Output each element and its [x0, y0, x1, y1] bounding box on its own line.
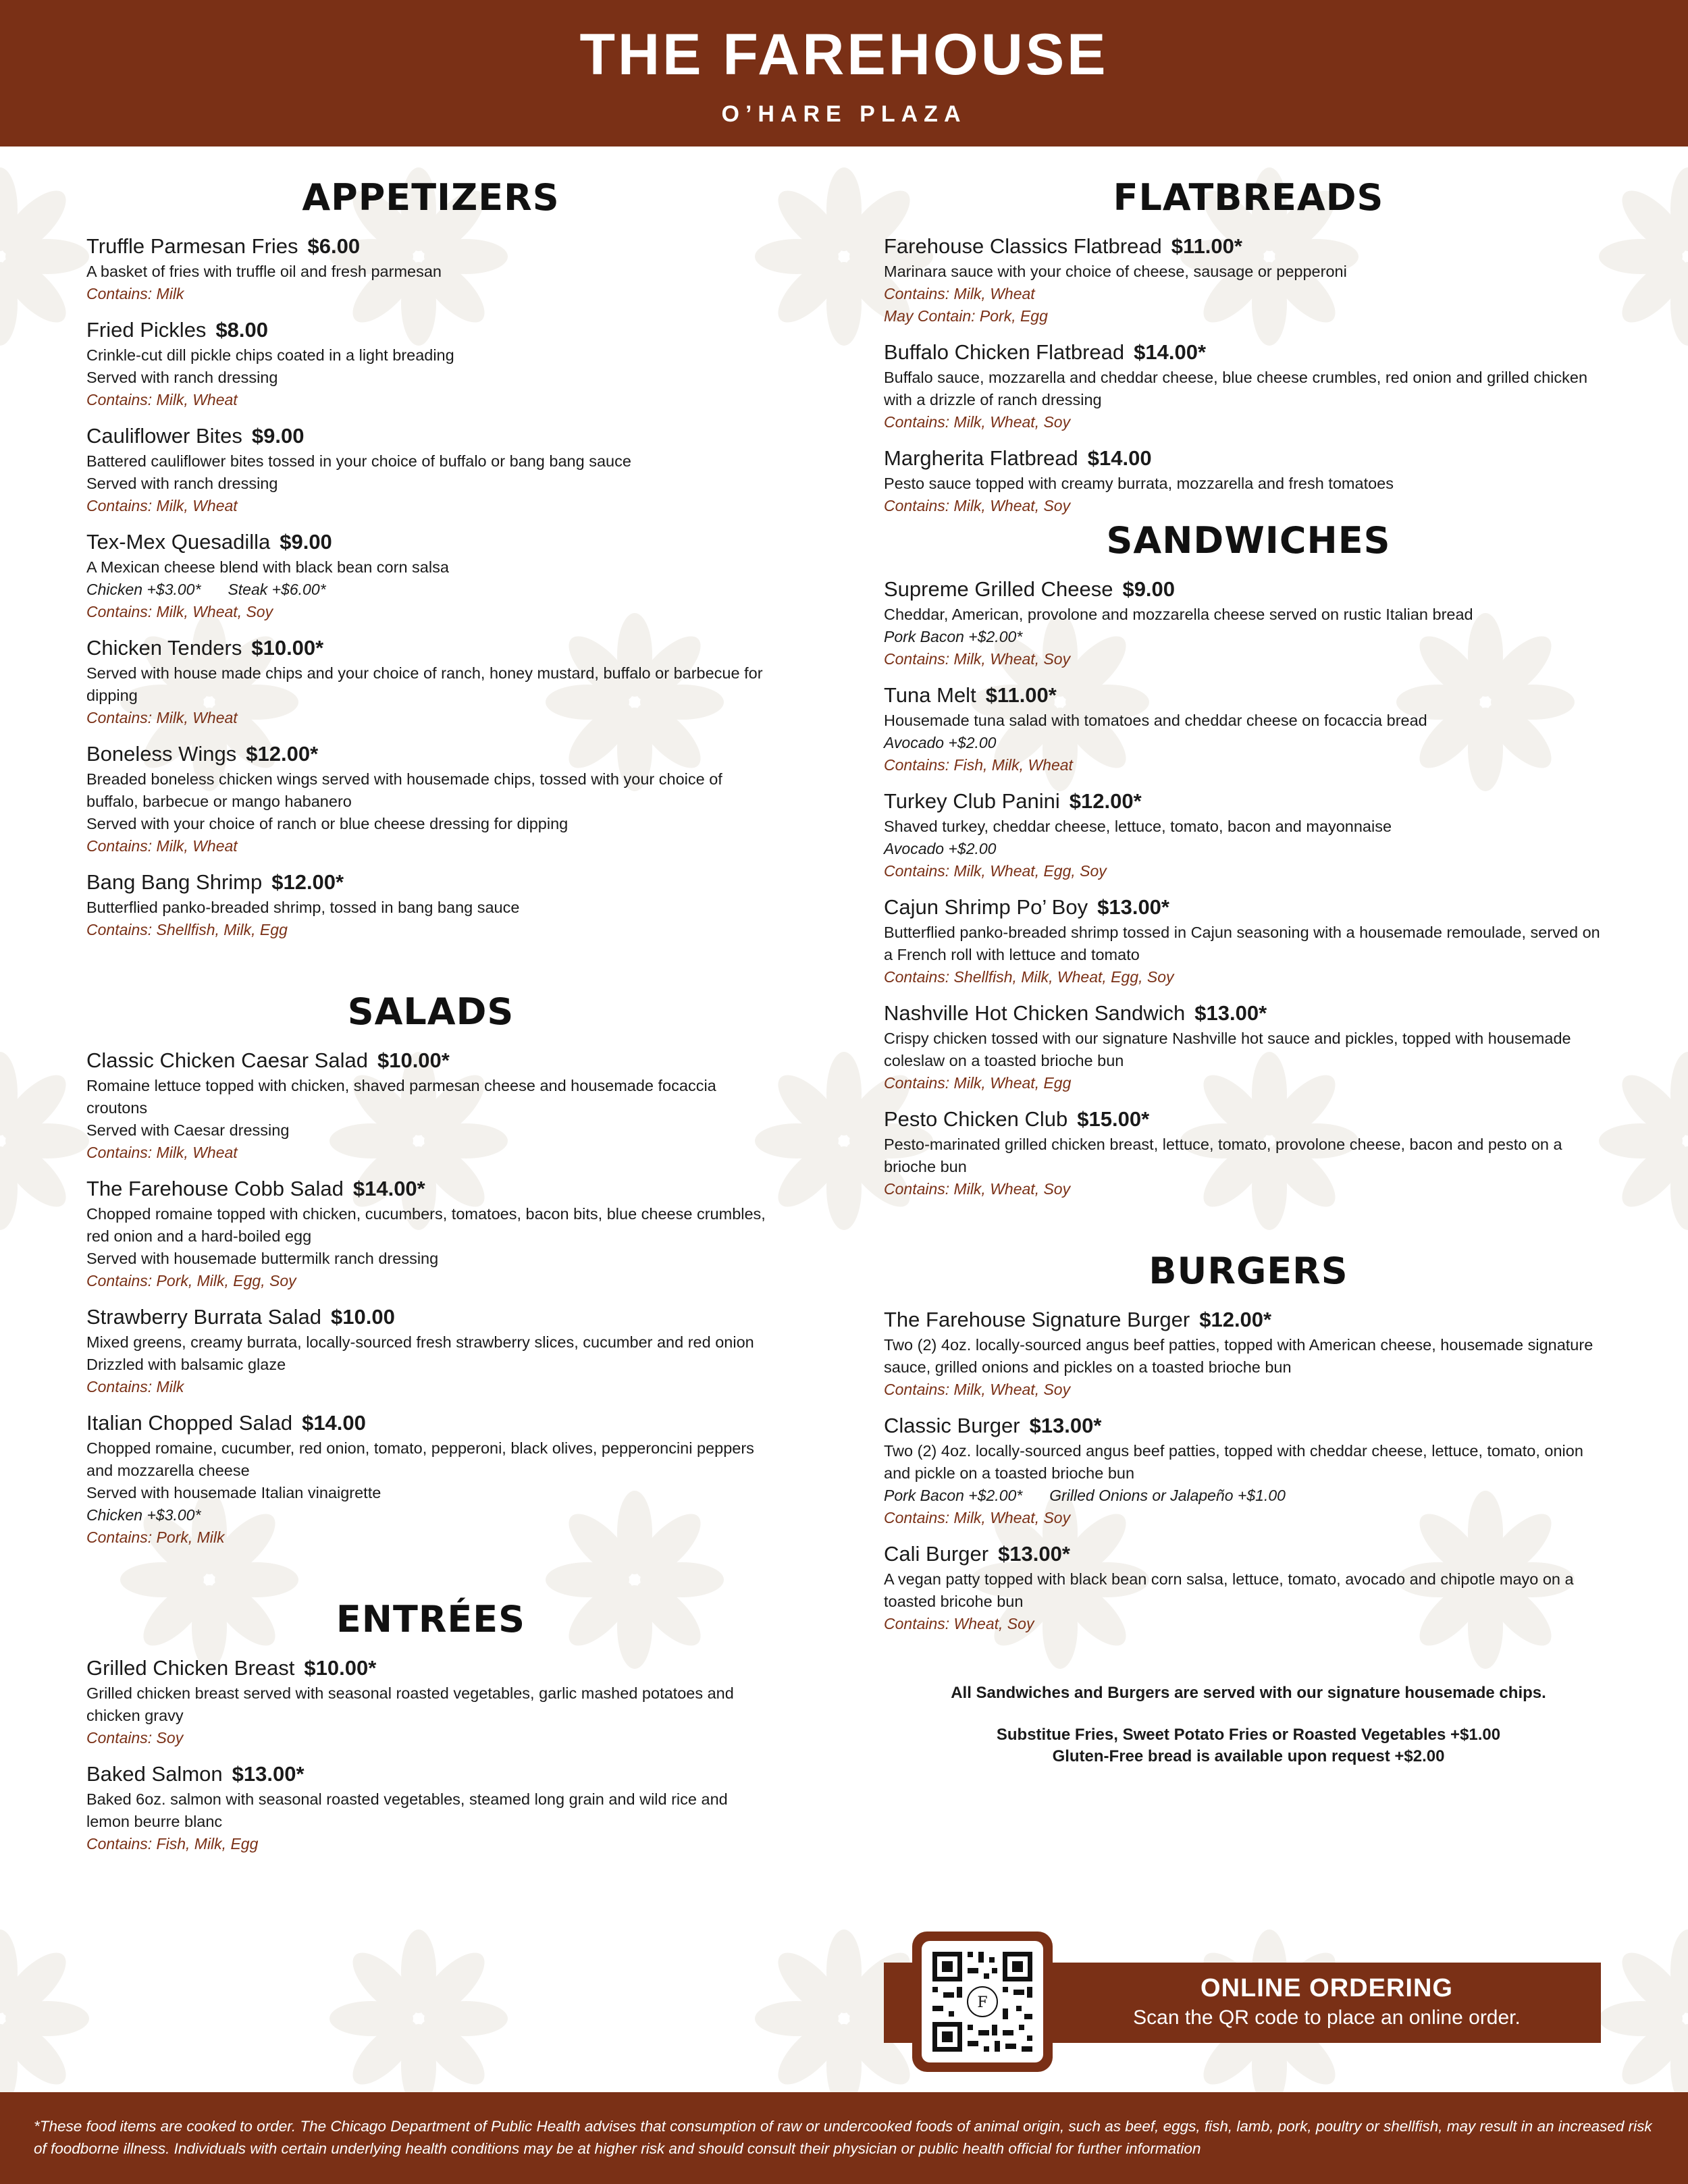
menu-item-description: Breaded boneless chicken wings served with housemade chips, tossed with your choice of buffalo, barbecue or mango habanero	[86, 770, 722, 810]
section-title-flatbreads: FLATBREADS	[1113, 176, 1384, 219]
menu-item-description: Served with housemade buttermilk ranch dressing	[86, 1250, 439, 1267]
menu-item-header	[86, 422, 775, 450]
menu-item-price: $9.00	[1122, 577, 1176, 601]
menu-item	[86, 1046, 775, 1164]
menu-item-name: Fried Pickles	[86, 318, 207, 342]
entrees-section	[86, 1596, 775, 1855]
menu-item-price: $10.00	[331, 1305, 395, 1329]
menu-item-name: Farehouse Classics Flatbread	[884, 234, 1162, 258]
allergen-info: Contains: Shellfish, Milk, Egg	[86, 921, 288, 938]
menu-item-price: $10.00*	[377, 1048, 450, 1072]
menu-item-addons	[86, 1504, 775, 1526]
menu-item-name: Cauliflower Bites	[86, 424, 242, 448]
menu-item	[86, 316, 775, 411]
allergen-info: Contains: Milk	[86, 1378, 184, 1395]
allergen-info: Contains: Shellfish, Milk, Wheat, Egg, Soy	[884, 968, 1174, 986]
menu-item	[884, 338, 1613, 433]
addon-option: Pork Bacon +$2.00*	[884, 1487, 1023, 1504]
menu-item	[884, 575, 1613, 670]
menu-item-header	[884, 1105, 1613, 1134]
menu-item-header	[884, 1412, 1613, 1440]
menu-item-name: Italian Chopped Salad	[86, 1411, 293, 1435]
section-title-entrees: ENTRÉES	[336, 1598, 526, 1641]
online-ordering-title: ONLINE ORDERING	[1201, 1974, 1453, 2002]
menu-item-description: Pesto sauce topped with creamy burrata, mozzarella and fresh tomatoes	[884, 475, 1394, 492]
menu-item-header	[86, 316, 775, 344]
menu-item-price: $13.00*	[232, 1762, 305, 1786]
menu-item-description: Shaved turkey, cheddar cheese, lettuce, tomato, bacon and mayonnaise	[884, 818, 1392, 835]
menu-item-price: $13.00*	[1097, 895, 1169, 919]
menu-item-price: $9.00	[280, 530, 332, 554]
allergen-info: Contains: Milk, Wheat, Soy	[86, 603, 273, 620]
allergen-info: Contains: Soy	[86, 1729, 184, 1747]
allergen-info: Contains: Milk, Wheat, Soy	[884, 650, 1071, 668]
menu-item-header	[884, 1306, 1613, 1334]
menu-item-description: Grilled chicken breast served with seasonal roasted vegetables, garlic mashed potatoes and chicken gravy	[86, 1684, 734, 1724]
sides-notes	[884, 1682, 1613, 1767]
menu-item-header	[86, 1175, 775, 1203]
menu-item-description: Battered cauliflower bites tossed in your choice of buffalo or bang bang sauce	[86, 452, 631, 470]
menu-item-header	[86, 1303, 775, 1331]
menu-item-name: Nashville Hot Chicken Sandwich	[884, 1001, 1186, 1025]
menu-item-price: $12.00*	[246, 742, 319, 766]
allergen-info: Contains: Milk, Wheat, Soy	[884, 1509, 1071, 1526]
substitute-note: Substitue Fries, Sweet Potato Fries or Roasted Vegetables +$1.00	[996, 1726, 1501, 1744]
menu-item-description: A vegan patty topped with black bean corn salsa, lettuce, tomato, avocado and chipotle mayo on a toasted bricohe bun	[884, 1570, 1574, 1610]
menu-item-header	[884, 681, 1613, 710]
menu-item-description: Cheddar, American, provolone and mozzarella cheese served on rustic Italian bread	[884, 606, 1473, 623]
sandwiches-section	[884, 517, 1613, 1200]
allergen-info: May Contain: Pork, Egg	[884, 307, 1048, 325]
menu-item-header	[884, 444, 1613, 473]
menu-item-price: $14.00*	[1134, 340, 1207, 364]
addon-option: Grilled Onions or Jalapeño +$1.00	[1049, 1487, 1286, 1504]
menu-item-name: Tex-Mex Quesadilla	[86, 530, 271, 554]
menu-item-addons	[884, 838, 1613, 860]
gluten-free-note: Gluten-Free bread is available upon request +$2.00	[1052, 1747, 1445, 1765]
menu-item-name: Pesto Chicken Club	[884, 1107, 1068, 1131]
menu-item-description: Crinkle-cut dill pickle chips coated in a light breading	[86, 346, 454, 364]
menu-item-description: Romaine lettuce topped with chicken, shaved parmesan cheese and housemade focaccia croutons	[86, 1077, 716, 1117]
menu-item-addons	[884, 1485, 1613, 1507]
menu-item	[884, 232, 1613, 327]
addon-option: Pork Bacon +$2.00*	[884, 628, 1023, 645]
section-title-appetizers: APPETIZERS	[302, 176, 560, 219]
allergen-info: Contains: Fish, Milk, Egg	[86, 1835, 259, 1853]
allergen-info: Contains: Milk, Wheat	[86, 1144, 238, 1161]
menu-item-name: Cajun Shrimp Po’ Boy	[884, 895, 1088, 919]
location-name: O’HARE PLAZA	[721, 101, 967, 127]
addon-option: Avocado +$2.00	[884, 734, 997, 751]
menu-item	[884, 1412, 1613, 1529]
svg-text:F: F	[977, 1994, 988, 2011]
menu-item	[884, 999, 1613, 1094]
menu-item	[86, 1409, 775, 1549]
menu-item	[884, 1105, 1613, 1200]
menu-item-name: Truffle Parmesan Fries	[86, 234, 298, 258]
menu-item-description: A Mexican cheese blend with black bean corn salsa	[86, 558, 449, 576]
menu-item-price: $15.00*	[1077, 1107, 1150, 1131]
menu-item-description: Served with ranch dressing	[86, 475, 278, 492]
menu-item-header	[884, 999, 1613, 1028]
menu-item-addons	[884, 732, 1613, 754]
menu-item-price: $12.00*	[1069, 789, 1142, 813]
menu-item-description: Housemade tuna salad with tomatoes and cheddar cheese on focaccia bread	[884, 712, 1427, 729]
menu-item	[86, 1654, 775, 1749]
allergen-info: Contains: Pork, Milk, Egg, Soy	[86, 1272, 296, 1289]
section-title-salads: SALADS	[347, 990, 515, 1033]
addon-option: Chicken +$3.00*	[86, 1506, 201, 1524]
menu-item-header	[884, 787, 1613, 816]
menu-item-price: $13.00*	[1029, 1414, 1102, 1437]
menu-item-price: $14.00	[302, 1411, 366, 1435]
allergen-info: Contains: Milk, Wheat	[884, 285, 1035, 302]
menu-item-name: The Farehouse Cobb Salad	[86, 1177, 344, 1200]
brand-logo: THE FAREHOUSE	[579, 22, 1109, 87]
menu-item	[884, 1540, 1613, 1635]
menu-item-name: Bang Bang Shrimp	[86, 870, 263, 894]
menu-item-name: Supreme Grilled Cheese	[884, 577, 1113, 601]
salads-section	[86, 988, 775, 1549]
menu-item-description: Two (2) 4oz. locally-sourced angus beef patties, topped with cheddar cheese, lettuce, tomato, onion and pickle on a toasted brioche bun	[884, 1442, 1583, 1482]
menu-item-name: Tuna Melt	[884, 683, 976, 707]
menu-item-price: $12.00*	[271, 870, 344, 894]
menu-item	[86, 422, 775, 517]
menu-item-price: $6.00	[307, 234, 361, 258]
allergen-info: Contains: Milk, Wheat, Soy	[884, 1381, 1071, 1398]
menu-item-description: Served with Caesar dressing	[86, 1121, 290, 1139]
menu-item-description: Served with house made chips and your choice of ranch, honey mustard, buffalo or barbecue for dipping	[86, 664, 763, 704]
allergen-info: Contains: Pork, Milk	[86, 1528, 225, 1546]
appetizers-section	[86, 174, 775, 941]
menu-item-description: Butterflied panko-breaded shrimp, tossed in bang bang sauce	[86, 899, 520, 916]
menu-item-price: $11.00*	[985, 683, 1057, 707]
allergen-info: Contains: Milk, Wheat, Egg	[884, 1074, 1072, 1092]
chips-note: All Sandwiches and Burgers are served with our signature housemade chips.	[951, 1684, 1546, 1702]
menu-header	[0, 0, 1688, 147]
allergen-info: Contains: Milk, Wheat, Soy	[884, 497, 1071, 514]
allergen-info: Contains: Milk	[86, 285, 184, 302]
menu-item-header	[884, 338, 1613, 367]
menu-item-description: Served with housemade Italian vinaigrette	[86, 1484, 381, 1501]
qr-code-icon[interactable]	[922, 1941, 1043, 2062]
online-ordering-subtitle: Scan the QR code to place an online order.	[1133, 2006, 1521, 2029]
menu-item-price: $14.00*	[352, 1177, 425, 1200]
menu-item-name: Strawberry Burrata Salad	[86, 1305, 322, 1329]
right-column	[884, 174, 1613, 1767]
menu-item-header	[86, 740, 775, 768]
allergen-info: Contains: Wheat, Soy	[884, 1615, 1034, 1632]
menu-item-description: Marinara sauce with your choice of cheese, sausage or pepperoni	[884, 263, 1347, 280]
menu-item-name: The Farehouse Signature Burger	[884, 1308, 1190, 1331]
menu-item-price: $10.00*	[251, 636, 324, 660]
allergen-info: Contains: Fish, Milk, Wheat	[884, 756, 1073, 774]
menu-item-name: Classic Chicken Caesar Salad	[86, 1048, 368, 1072]
section-title-burgers: BURGERS	[1149, 1250, 1348, 1292]
menu-item	[884, 444, 1613, 517]
menu-item-description: Served with your choice of ranch or blue cheese dressing for dipping	[86, 815, 569, 832]
menu-item-description: Chopped romaine topped with chicken, cucumbers, tomatoes, bacon bits, blue cheese crumbles, red onion and a hard-boiled egg	[86, 1205, 766, 1245]
allergen-info: Contains: Milk, Wheat	[86, 391, 238, 408]
menu-item-name: Boneless Wings	[86, 742, 237, 766]
menu-item-price: $13.00*	[1194, 1001, 1267, 1025]
menu-item	[884, 787, 1613, 882]
menu-item-description: Chopped romaine, cucumber, red onion, tomato, pepperoni, black olives, pepperoncini peppers and mozzarella cheese	[86, 1439, 754, 1479]
menu-item-name: Turkey Club Panini	[884, 789, 1060, 813]
menu-item-header	[884, 1540, 1613, 1568]
flatbreads-section	[884, 174, 1613, 517]
menu-item-description: Served with ranch dressing	[86, 369, 278, 386]
menu-item-price: $14.00	[1087, 446, 1152, 470]
menu-item	[86, 740, 775, 857]
allergen-info: Contains: Milk, Wheat, Soy	[884, 1180, 1071, 1198]
menu-item	[884, 1306, 1613, 1401]
menu-item-header	[86, 1760, 775, 1788]
menu-item-description: Buffalo sauce, mozzarella and cheddar cheese, blue cheese crumbles, red onion and grilled chicken with a drizzle of ranch dressing	[884, 369, 1588, 408]
addon-option: Avocado +$2.00	[884, 840, 997, 857]
menu-item	[86, 1175, 775, 1292]
menu-item	[884, 893, 1613, 988]
menu-item	[86, 634, 775, 729]
menu-item-name: Cali Burger	[884, 1542, 989, 1566]
menu-item-description: A basket of fries with truffle oil and fresh parmesan	[86, 263, 442, 280]
allergen-info: Contains: Milk, Wheat, Soy	[884, 413, 1071, 431]
qr-code-frame[interactable]	[912, 1932, 1053, 2072]
menu-item-header	[86, 232, 775, 261]
menu-item	[86, 1760, 775, 1855]
left-column	[86, 174, 775, 1855]
menu-item-description: Baked 6oz. salmon with seasonal roasted vegetables, steamed long grain and wild rice and lemon beurre blanc	[86, 1790, 728, 1830]
menu-item	[86, 868, 775, 941]
menu-item-header	[86, 1409, 775, 1437]
menu-item-header	[86, 1046, 775, 1075]
menu-item-price: $12.00*	[1199, 1308, 1272, 1331]
menu-item	[86, 1303, 775, 1398]
menu-item-description: Mixed greens, creamy burrata, locally-sourced fresh strawberry slices, cucumber and red onion	[86, 1333, 754, 1351]
menu-item-price: $11.00*	[1171, 234, 1242, 258]
menu-item-description: Pesto-marinated grilled chicken breast, lettuce, tomato, provolone cheese, bacon and pesto on a brioche bun	[884, 1136, 1562, 1175]
section-title-sandwiches: SANDWICHES	[1106, 519, 1391, 562]
menu-item-name: Baked Salmon	[86, 1762, 223, 1786]
menu-item-addons	[86, 579, 775, 601]
allergen-info: Contains: Milk, Wheat	[86, 497, 238, 514]
menu-item-price: $9.00	[251, 424, 305, 448]
allergen-info: Contains: Milk, Wheat, Egg, Soy	[884, 862, 1107, 880]
menu-item-description: Butterflied panko-breaded shrimp tossed in Cajun seasoning with a housemade remoulade, served on a French roll with lettuce and tomato	[884, 924, 1600, 963]
menu-item-price: $10.00*	[304, 1656, 377, 1680]
menu-item-description: Drizzled with balsamic glaze	[86, 1356, 286, 1373]
addon-option: Steak +$6.00*	[228, 581, 326, 598]
menu-item-name: Chicken Tenders	[86, 636, 242, 660]
menu-item-price: $13.00*	[998, 1542, 1070, 1566]
menu-item-name: Grilled Chicken Breast	[86, 1656, 295, 1680]
menu-item-name: Margherita Flatbread	[884, 446, 1078, 470]
menu-item-name: Classic Burger	[884, 1414, 1020, 1437]
menu-item-description: Crispy chicken tossed with our signature Nashville hot sauce and pickles, topped with housemade coleslaw on a toasted brioche bun	[884, 1030, 1571, 1069]
menu-item-header	[86, 868, 775, 897]
menu-item	[86, 528, 775, 623]
menu-item	[884, 681, 1613, 776]
menu-item-description: Two (2) 4oz. locally-sourced angus beef patties, topped with American cheese, housemade signature sauce, grilled onions and pickles on a toasted brioche bun	[884, 1336, 1593, 1376]
allergen-info: Contains: Milk, Wheat	[86, 709, 238, 726]
menu-item-header	[86, 1654, 775, 1682]
menu-item-header	[884, 575, 1613, 604]
menu-item-price: $8.00	[215, 318, 269, 342]
menu-item-header	[884, 232, 1613, 261]
burgers-section	[884, 1248, 1613, 1635]
menu-item-header	[884, 893, 1613, 922]
menu-item-header	[86, 528, 775, 556]
menu-item-addons	[884, 626, 1613, 648]
health-disclaimer: *These food items are cooked to order. The Chicago Department of Public Health advises that consumption of raw or undercooked foods of animal origin, such as beef, eggs, fish, lamb, pork, poultry or shellfish, may result in an increased risk of foodborne illness. Individuals with certain underlying health conditions may be at higher risk and should consult their physician or public health official for further information	[34, 2118, 1652, 2157]
addon-option: Chicken +$3.00*	[86, 581, 201, 598]
menu-item	[86, 232, 775, 305]
menu-item-name: Buffalo Chicken Flatbread	[884, 340, 1125, 364]
menu-item-header	[86, 634, 775, 662]
footer	[0, 2092, 1688, 2184]
allergen-info: Contains: Milk, Wheat	[86, 837, 238, 855]
